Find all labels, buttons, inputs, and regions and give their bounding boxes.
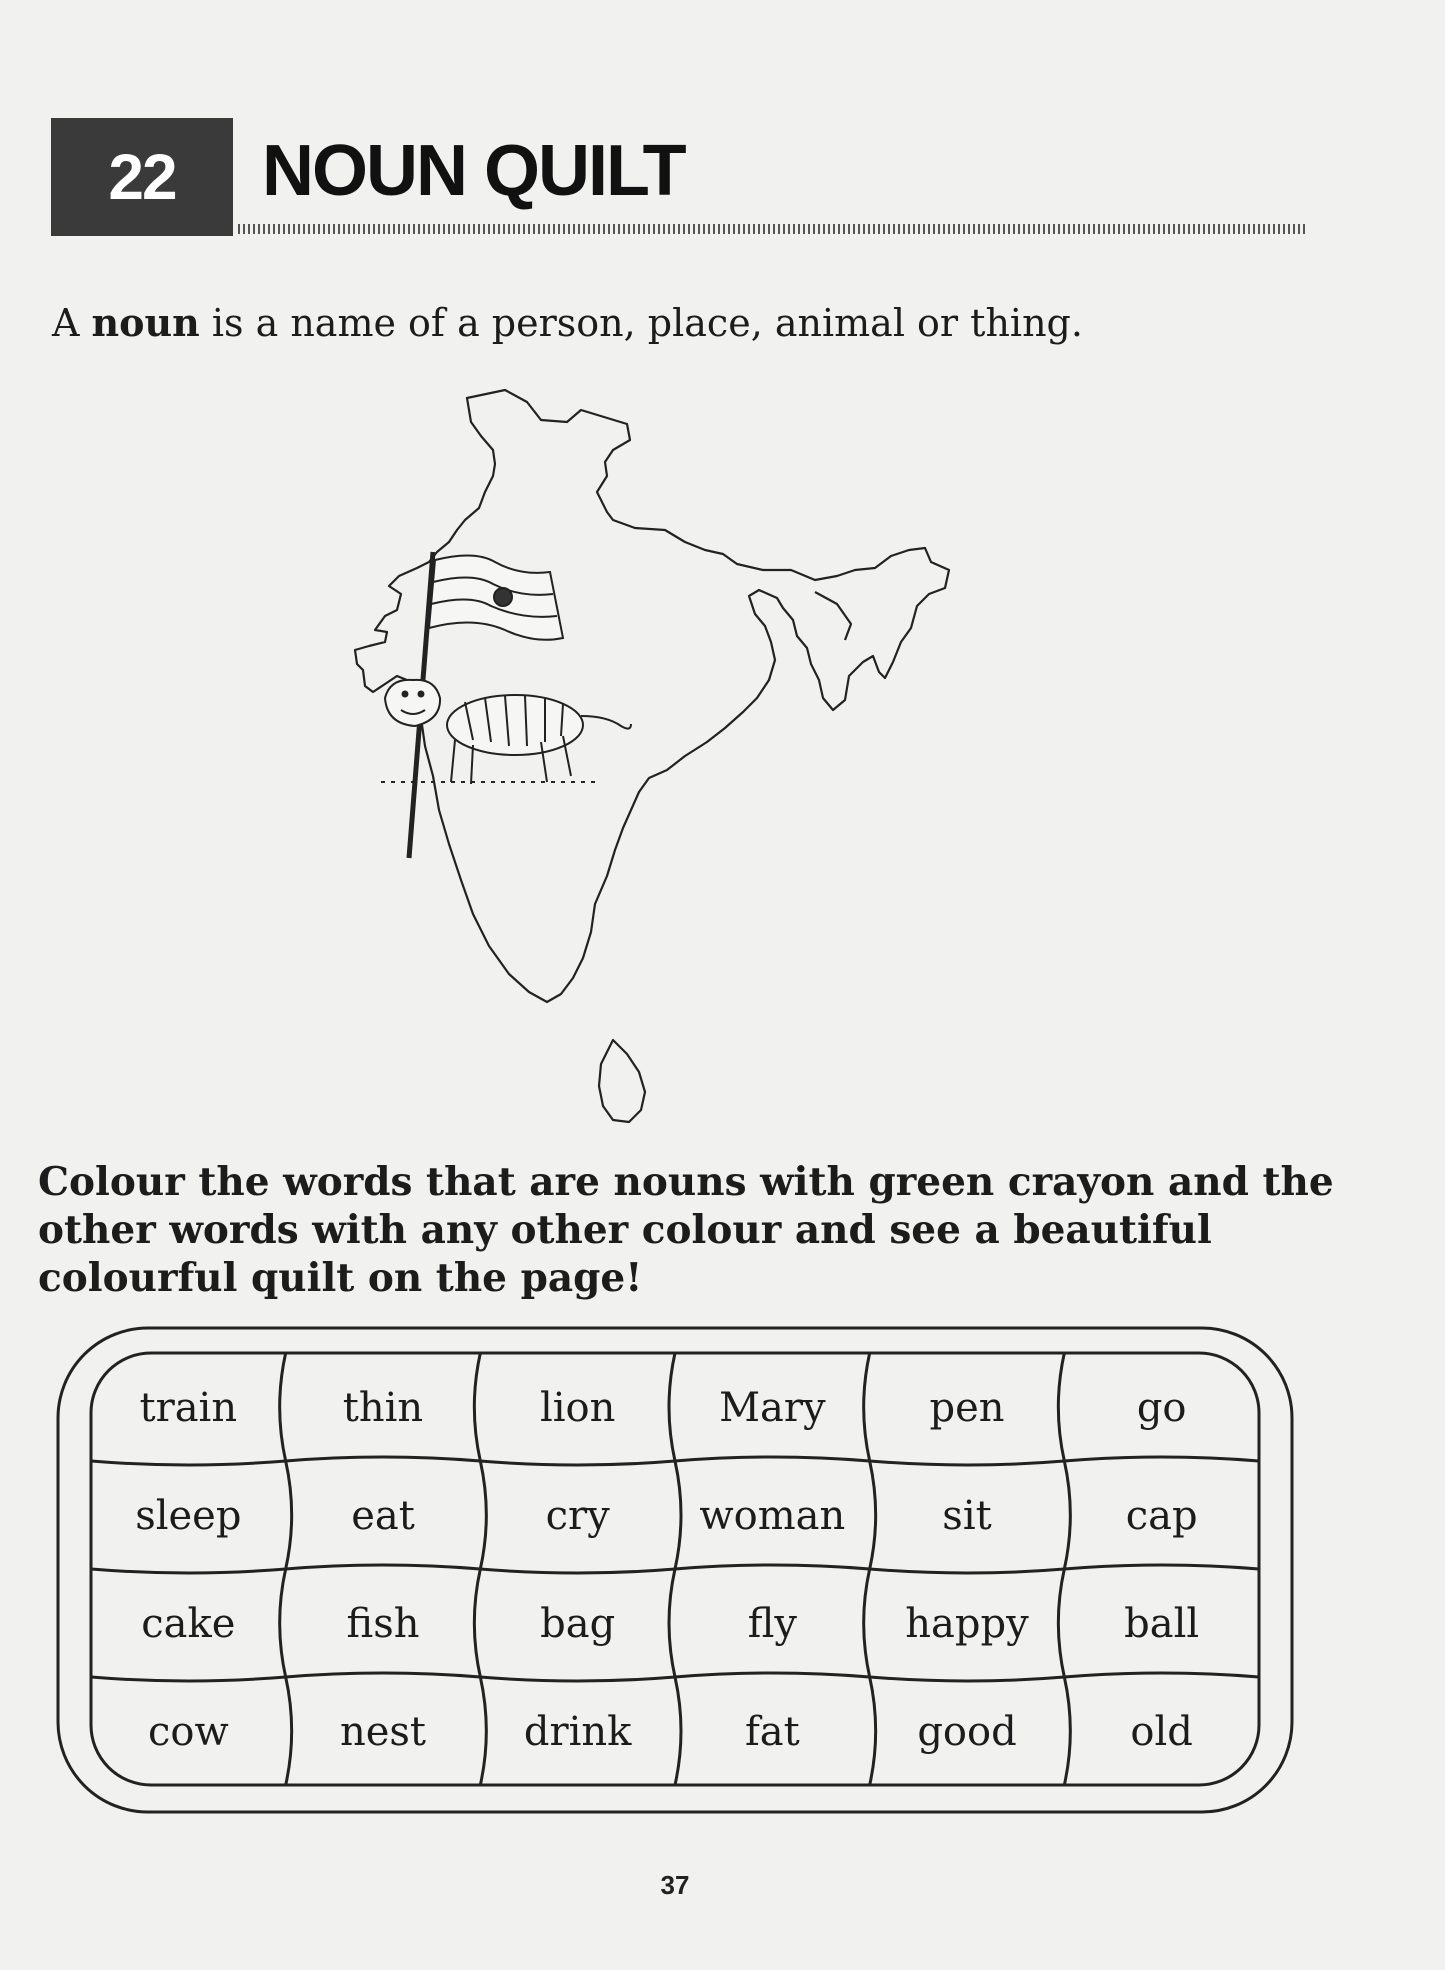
quilt-word[interactable]: thin (342, 1385, 424, 1431)
quilt-word[interactable]: old (1130, 1709, 1193, 1755)
quilt-word[interactable]: sleep (135, 1493, 242, 1539)
quilt-word[interactable]: cry (545, 1493, 610, 1539)
quilt-word[interactable]: train (139, 1385, 238, 1431)
quilt-word[interactable]: drink (523, 1709, 632, 1755)
quilt-word[interactable]: good (917, 1709, 1017, 1755)
quilt-word[interactable]: ball (1124, 1601, 1200, 1647)
quilt-word[interactable]: cake (141, 1601, 236, 1647)
lesson-number: 22 (51, 118, 233, 236)
instructions-text: Colour the words that are nouns with green crayon and the other words with any other colour and see a beautiful colourful quilt on the page! (38, 1159, 1334, 1301)
quilt-word[interactable]: lion (539, 1385, 616, 1431)
noun-definition (52, 300, 1083, 345)
quilt-word[interactable]: pen (929, 1385, 1005, 1431)
quilt-word[interactable]: sit (942, 1493, 992, 1539)
quilt-word[interactable]: happy (905, 1601, 1029, 1647)
quilt-word[interactable]: Mary (719, 1385, 826, 1431)
india-map-illustration (345, 380, 1025, 1140)
quilt-word[interactable]: fish (346, 1601, 420, 1647)
quilt-word[interactable]: eat (351, 1493, 415, 1539)
northeast-outline (815, 592, 851, 640)
quilt-word[interactable]: go (1136, 1385, 1187, 1431)
quilt-word[interactable]: nest (339, 1709, 427, 1755)
definition-text: is a name of a person, place, animal or thing. (199, 301, 1083, 345)
quilt-word[interactable]: bag (540, 1601, 616, 1647)
title-underline (238, 224, 1308, 234)
page-title: NOUN QUILT (262, 131, 685, 211)
definition-keyword: noun (91, 300, 200, 345)
noun-quilt (55, 1325, 1295, 1815)
quilt-word[interactable]: cap (1125, 1493, 1198, 1539)
sri-lanka-outline (599, 1040, 645, 1122)
page-number: 37 (660, 1870, 690, 1900)
quilt-word[interactable]: fly (747, 1601, 797, 1647)
india-outline (355, 390, 949, 1002)
quilt-word[interactable]: fat (744, 1709, 800, 1755)
quilt-word[interactable]: cow (147, 1709, 229, 1755)
quilt-word[interactable]: woman (699, 1493, 846, 1539)
definition-prefix: A (52, 301, 92, 345)
